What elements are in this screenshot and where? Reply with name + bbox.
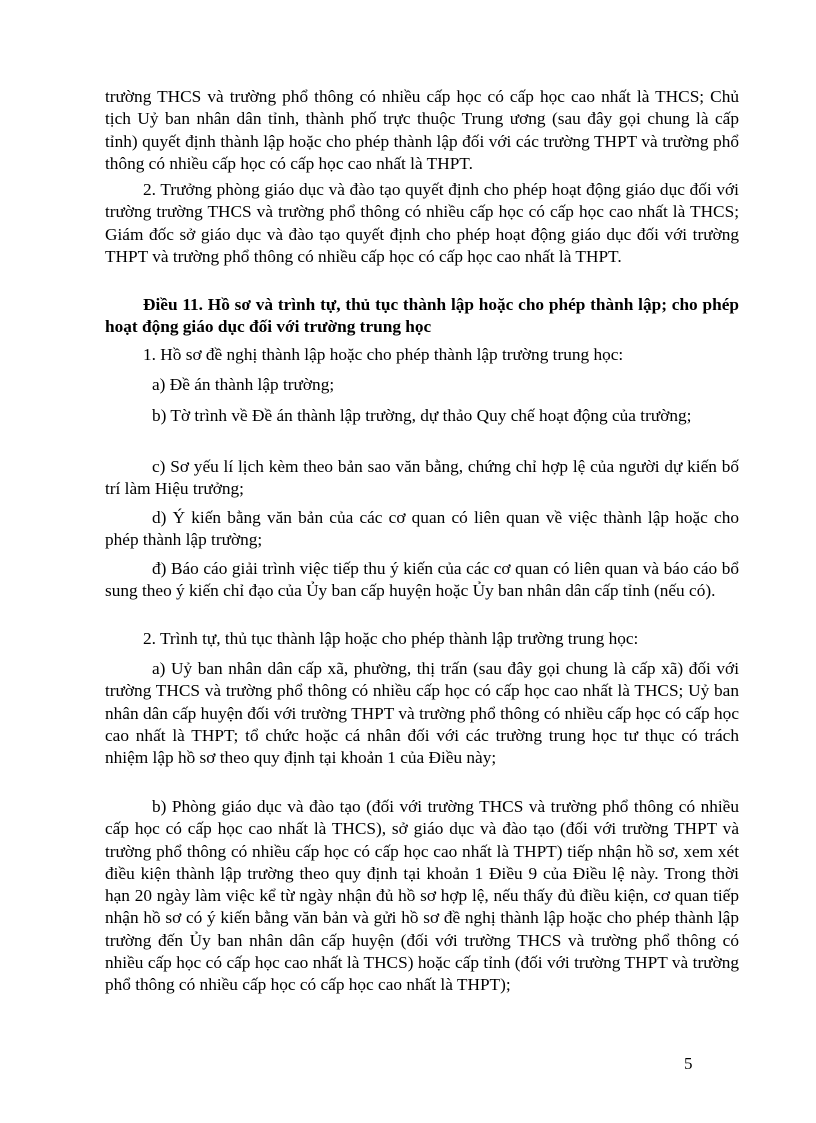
list-item-d: d) Ý kiến bằng văn bản của các cơ quan có liên quan về việc thành lập hoặc cho phép thành lập trường;	[105, 508, 739, 550]
paragraph-clause-2-procedure: 2. Trình tự, thủ tục thành lập hoặc cho phép thành lập trường trung học:	[143, 629, 639, 648]
procedure-item-b: b) Phòng giáo dục và đào tạo (đối với trường THCS và trường phổ thông có nhiều cấp học có cấp học cao nhất là THCS), sở giáo dục và đào tạo (đối với trường THPT và trường phổ thông có nhiều cấp học có cấp học cao nhất là THPT) tiếp nhận hồ sơ, xem xét điều kiện thành lập trường theo quy định tại khoản 1 Điều 9 của Điều lệ này. Trong thời hạn 20 ngày làm việc kể từ ngày nhận đủ hồ sơ hợp lệ, nếu thấy đủ điều kiện, cơ quan tiếp nhận hồ sơ có ý kiến bằng văn bản và gửi hồ sơ đề nghị thành lập hoặc cho phép thành lập trường đến Ủy ban nhân dân cấp huyện (đối với trường THCS và trường phổ thông có nhiều cấp học có cấp học cao nhất là THCS) hoặc cấp tỉnh (đối với trường THPT và trường phổ thông có nhiều cấp học có cấp học cao nhất là THPT);	[105, 797, 739, 995]
paragraph-continuation: trường THCS và trường phổ thông có nhiều cấp học có cấp học cao nhất là THCS; Chủ tịch Uỷ ban nhân dân tỉnh, thành phố trực thuộc Trung ương (sau đây gọi chung là cấp tỉnh) quyết định thành lập hoặc cho phép thành lập đối với các trường THPT và trường phổ thông có nhiều cấp học có cấp học cao nhất là THPT.	[105, 87, 739, 173]
paragraph-clause-1: 1. Hồ sơ đề nghị thành lập hoặc cho phép thành lập trường trung học:	[143, 345, 624, 364]
page-number: 5	[684, 1054, 693, 1073]
article-11-heading: Điều 11. Hồ sơ và trình tự, thủ tục thành lập hoặc cho phép thành lập; cho phép hoạt động giáo dục đối với trường trung học	[105, 295, 739, 337]
list-item-dd: đ) Báo cáo giải trình việc tiếp thu ý kiến của các cơ quan có liên quan và báo cáo bổ sung theo ý kiến chỉ đạo của Ủy ban cấp huyện hoặc Ủy ban nhân dân cấp tỉnh (nếu có).	[105, 559, 739, 601]
list-item-b: b) Tờ trình về Đề án thành lập trường, dự thảo Quy chế hoạt động của trường;	[152, 406, 692, 425]
list-item-c: c) Sơ yếu lí lịch kèm theo bản sao văn bằng, chứng chỉ hợp lệ của người dự kiến bố trí làm Hiệu trưởng;	[105, 457, 739, 499]
list-item-a: a) Đề án thành lập trường;	[152, 375, 335, 394]
paragraph-clause-2: 2. Trưởng phòng giáo dục và đào tạo quyết định cho phép hoạt động giáo dục đối với trường trường THCS và trường phổ thông có nhiều cấp học có cấp học cao nhất là THCS; Giám đốc sở giáo dục và đào tạo quyết định cho phép hoạt động giáo dục đối với trường THPT và trường phổ thông có nhiều cấp học có cấp học cao nhất là THPT.	[105, 180, 739, 266]
procedure-item-a: a) Uỷ ban nhân dân cấp xã, phường, thị trấn (sau đây gọi chung là cấp xã) đối với trường THCS và trường phổ thông có nhiều cấp học có cấp học cao nhất là THCS; Uỷ ban nhân dân cấp huyện đối với trường THPT và trường phổ thông có nhiều cấp học có cấp học cao nhất là THPT; tổ chức hoặc cá nhân đối với các trường trung học tư thục có trách nhiệm lập hồ sơ theo quy định tại khoản 1 của Điều này;	[105, 659, 739, 768]
